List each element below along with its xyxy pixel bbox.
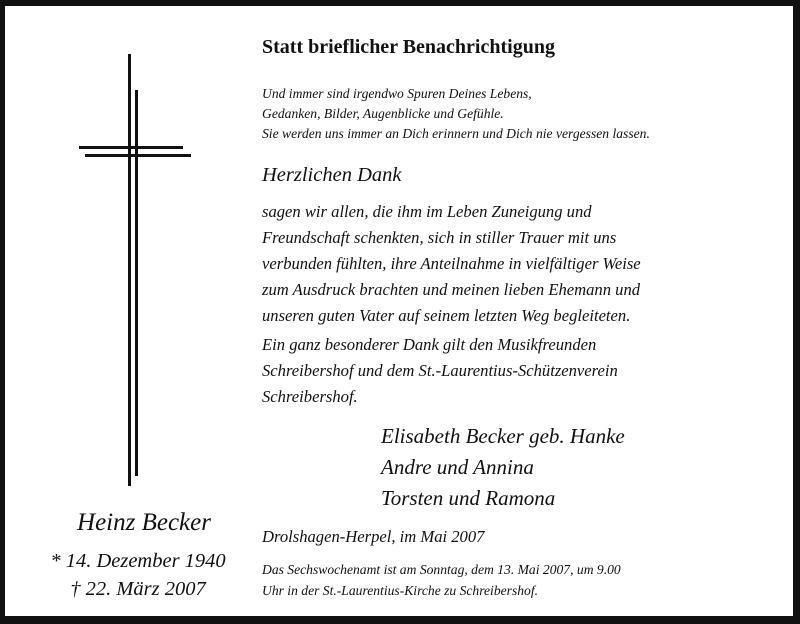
deceased-dates [33, 547, 243, 603]
thanks-body [262, 199, 641, 329]
special-thanks-line: Schreibershof. [262, 387, 358, 406]
poem-line: Gedanken, Bilder, Augenblicke und Gefühle. [262, 106, 504, 121]
poem-line: Sie werden uns immer an Dich erinnern und Dich nie vergessen lassen. [262, 126, 650, 141]
special-thanks-line: Schreibershof und dem St.-Laurentius-Schützenverein [262, 361, 618, 380]
service-line: Uhr in der St.-Laurentius-Kirche zu Schreibershof. [262, 583, 539, 598]
notice-header: Statt brieflicher Benachrichtigung [262, 36, 555, 58]
thanks-line: Freundschaft schenkten, sich in stiller Trauer mit uns [262, 228, 617, 247]
birth-date: * 14. Dezember 1940 [50, 550, 226, 572]
thanks-line: zum Ausdruck brachten und meinen lieben Ehemann und [262, 280, 641, 299]
thanks-line: unseren guten Vater auf seinem letzten Weg begleiteten. [262, 306, 631, 325]
thanks-line: verbunden fühlten, ihre Anteilnahme in vielfältiger Weise [262, 254, 641, 273]
family-member: Elisabeth Becker geb. Hanke [381, 424, 625, 448]
poem [262, 84, 650, 144]
thanks-title: Herzlichen Dank [262, 164, 402, 186]
thanks-line: sagen wir allen, die ihm im Leben Zuneigung und [262, 202, 592, 221]
deceased-name: Heinz Becker [77, 509, 211, 536]
death-date: † 22. März 2007 [70, 578, 206, 600]
cross-icon [75, 54, 195, 486]
service-line: Das Sechswochenamt ist am Sonntag, dem 13. Mai 2007, um 9.00 [262, 562, 621, 577]
place-date: Drolshagen-Herpel, im Mai 2007 [262, 527, 485, 546]
family-signatures [381, 421, 625, 514]
family-member: Torsten und Ramona [381, 486, 556, 510]
service-info [262, 559, 621, 601]
special-thanks [262, 332, 618, 410]
family-member: Andre und Annina [381, 455, 534, 479]
special-thanks-line: Ein ganz besonderer Dank gilt den Musikfreunden [262, 335, 597, 354]
poem-line: Und immer sind irgendwo Spuren Deines Lebens, [262, 86, 532, 101]
